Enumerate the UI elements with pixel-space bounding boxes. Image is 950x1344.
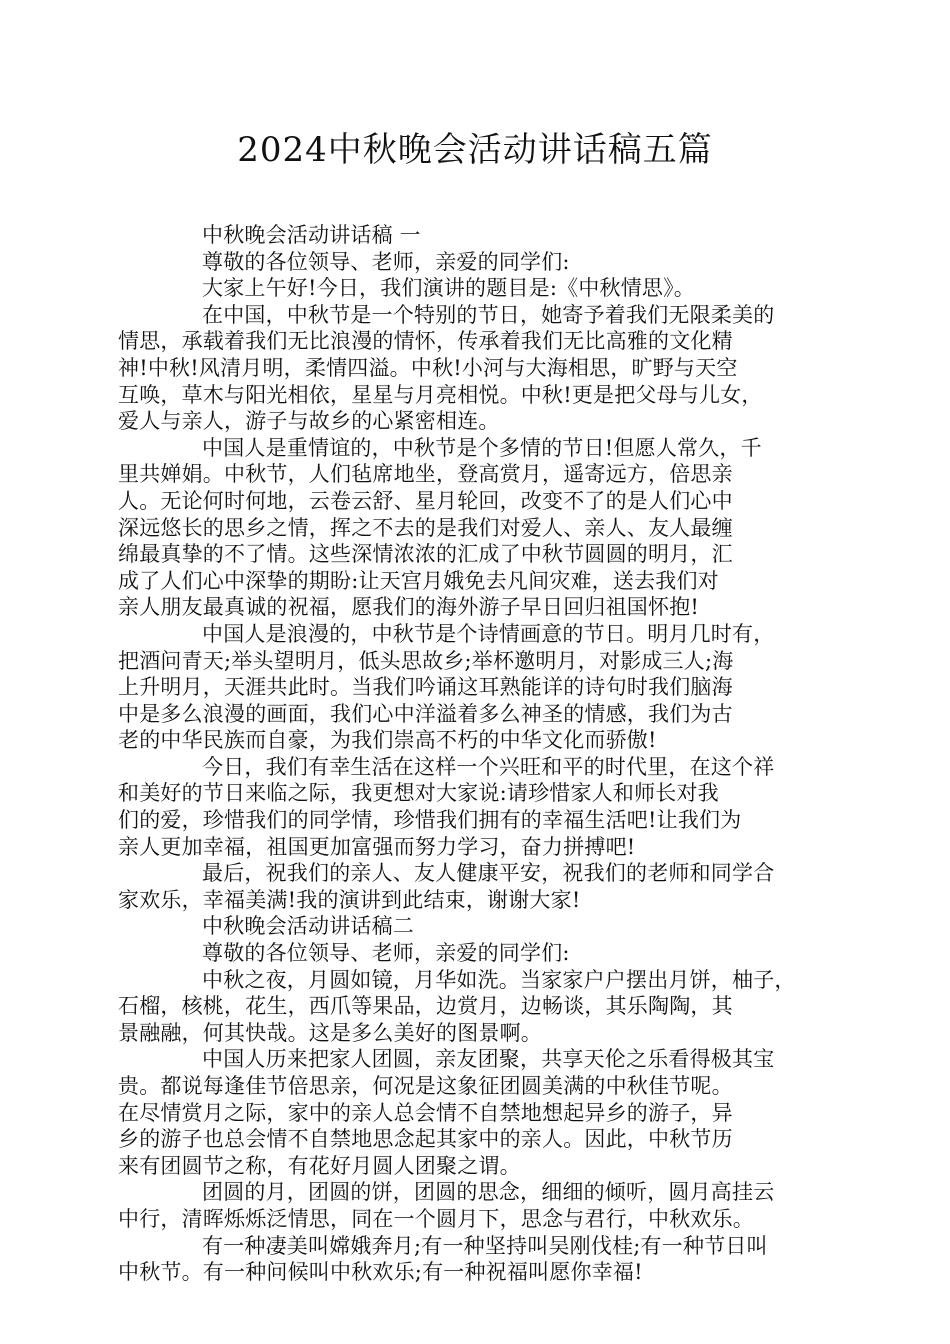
text-line: 上升明月，天涯共此时。当我们吟诵这耳熟能详的诗句时我们脑海 xyxy=(118,675,733,700)
text-line: 中秋节。有一种问候叫中秋欢乐;有一种祝福叫愿你幸福! xyxy=(118,1260,643,1285)
text-line: 有一种凄美叫嫦娥奔月;有一种坚持叫吴刚伐桂;有一种节日叫 xyxy=(202,1233,768,1258)
text-line: 神!中秋!风清月明，柔情四溢。中秋!小河与大海相思，旷野与天空 xyxy=(118,355,738,380)
text-line: 人。无论何时何地，云卷云舒、星月轮回，改变不了的是人们心中 xyxy=(118,488,733,513)
text-line: 景融融，何其快哉。这是多么美好的图景啊。 xyxy=(118,1020,542,1045)
document-body xyxy=(118,222,830,1286)
text-line: 和美好的节日来临之际，我更想对大家说:请珍惜家人和师长对我 xyxy=(118,781,719,806)
text-line: 大家上午好!今日，我们演讲的题目是:《中秋情思》。 xyxy=(202,276,696,301)
text-line: 尊敬的各位领导、老师，亲爱的同学们: xyxy=(202,249,570,274)
text-line: 里共婵娟。中秋节，人们毡席地坐，登高赏月，遥寄远方，倍思亲 xyxy=(118,462,733,487)
text-line: 成了人们心中深挚的期盼:让天宫月娥免去凡间灾难，送去我们对 xyxy=(118,568,719,593)
text-line: 乡的游子也总会情不自禁地思念起其家中的亲人。因此，中秋节历 xyxy=(118,1127,733,1152)
text-line: 中国人历来把家人团圆，亲友团聚，共享天伦之乐看得极其宝 xyxy=(202,1047,775,1072)
text-line: 老的中华民族而自豪，为我们崇高不朽的中华文化而骄傲! xyxy=(118,728,657,753)
document-title: 2024中秋晚会活动讲话稿五篇 xyxy=(237,130,713,170)
text-line: 把酒问青天;举头望明月，低头思故乡;举杯邀明月，对影成三人;海 xyxy=(118,648,734,673)
text-line: 绵最真挚的不了情。这些深情浓浓的汇成了中秋节圆圆的明月，汇 xyxy=(118,542,733,567)
text-line: 深远悠长的思乡之情，挥之不去的是我们对爱人、亲人、友人最缠 xyxy=(118,515,733,540)
text-line: 中行，清晖烁烁泛情思，同在一个圆月下，思念与君行，中秋欢乐。 xyxy=(118,1206,754,1231)
text-line: 中是多么浪漫的画面，我们心中洋溢着多么神圣的情感，我们为古 xyxy=(118,701,733,726)
text-line: 团圆的月，团圆的饼，团圆的思念，细细的倾听，圆月高挂云 xyxy=(202,1180,775,1205)
text-line: 家欢乐，幸福美满!我的演讲到此结束，谢谢大家! xyxy=(118,887,581,912)
text-line: 来有团圆节之称，有花好月圆人团聚之谓。 xyxy=(118,1153,521,1178)
text-line: 贵。都说每逢佳节倍思亲，何况是这象征团圆美满的中秋佳节呢。 xyxy=(118,1074,733,1098)
text-line: 最后，祝我们的亲人、友人健康平安，祝我们的老师和同学合 xyxy=(202,861,775,886)
text-line: 中秋之夜，月圆如镜，月华如洗。当家家户户摆出月饼，柚子， xyxy=(202,967,796,992)
text-line: 中国人是重情谊的，中秋节是个多情的节日!但愿人常久，千 xyxy=(202,435,762,460)
text-line: 亲人朋友最真诚的祝福，愿我们的海外游子早日回归祖国怀抱! xyxy=(118,595,700,620)
text-line: 尊敬的各位领导、老师，亲爱的同学们: xyxy=(202,941,570,966)
text-line: 中国人是浪漫的，中秋节是个诗情画意的节日。明月几时有， xyxy=(202,621,775,646)
text-line: 石榴，核桃，花生，西爪等果品，边赏月，边畅谈，其乐陶陶，其 xyxy=(118,994,733,1019)
text-line: 今日，我们有幸生活在这样一个兴旺和平的时代里，在这个祥 xyxy=(202,754,775,779)
text-line: 在尽情赏月之际，家中的亲人总会情不自禁地想起异乡的游子，异 xyxy=(118,1100,733,1125)
text-line: 亲人更加幸福，祖国更加富强而努力学习，奋力拼搏吧! xyxy=(118,834,636,859)
text-line: 爱人与亲人，游子与故乡的心紧密相连。 xyxy=(118,409,500,434)
text-line: 们的爱，珍惜我们的同学情，珍惜我们拥有的幸福生活吧!让我们为 xyxy=(118,808,742,833)
text-line: 中秋晚会活动讲话稿二 xyxy=(202,914,414,939)
text-line: 互唤，草木与阳光相依，星星与月亮相悦。中秋!更是把父母与儿女， xyxy=(118,382,763,407)
text-line: 在中国，中秋节是一个特别的节日，她寄予着我们无限柔美的 xyxy=(202,302,775,327)
text-line: 情思，承载着我们无比浪漫的情怀，传承着我们无比高雅的文化精 xyxy=(118,329,733,354)
text-line: 中秋晚会活动讲话稿 一 xyxy=(202,223,421,247)
